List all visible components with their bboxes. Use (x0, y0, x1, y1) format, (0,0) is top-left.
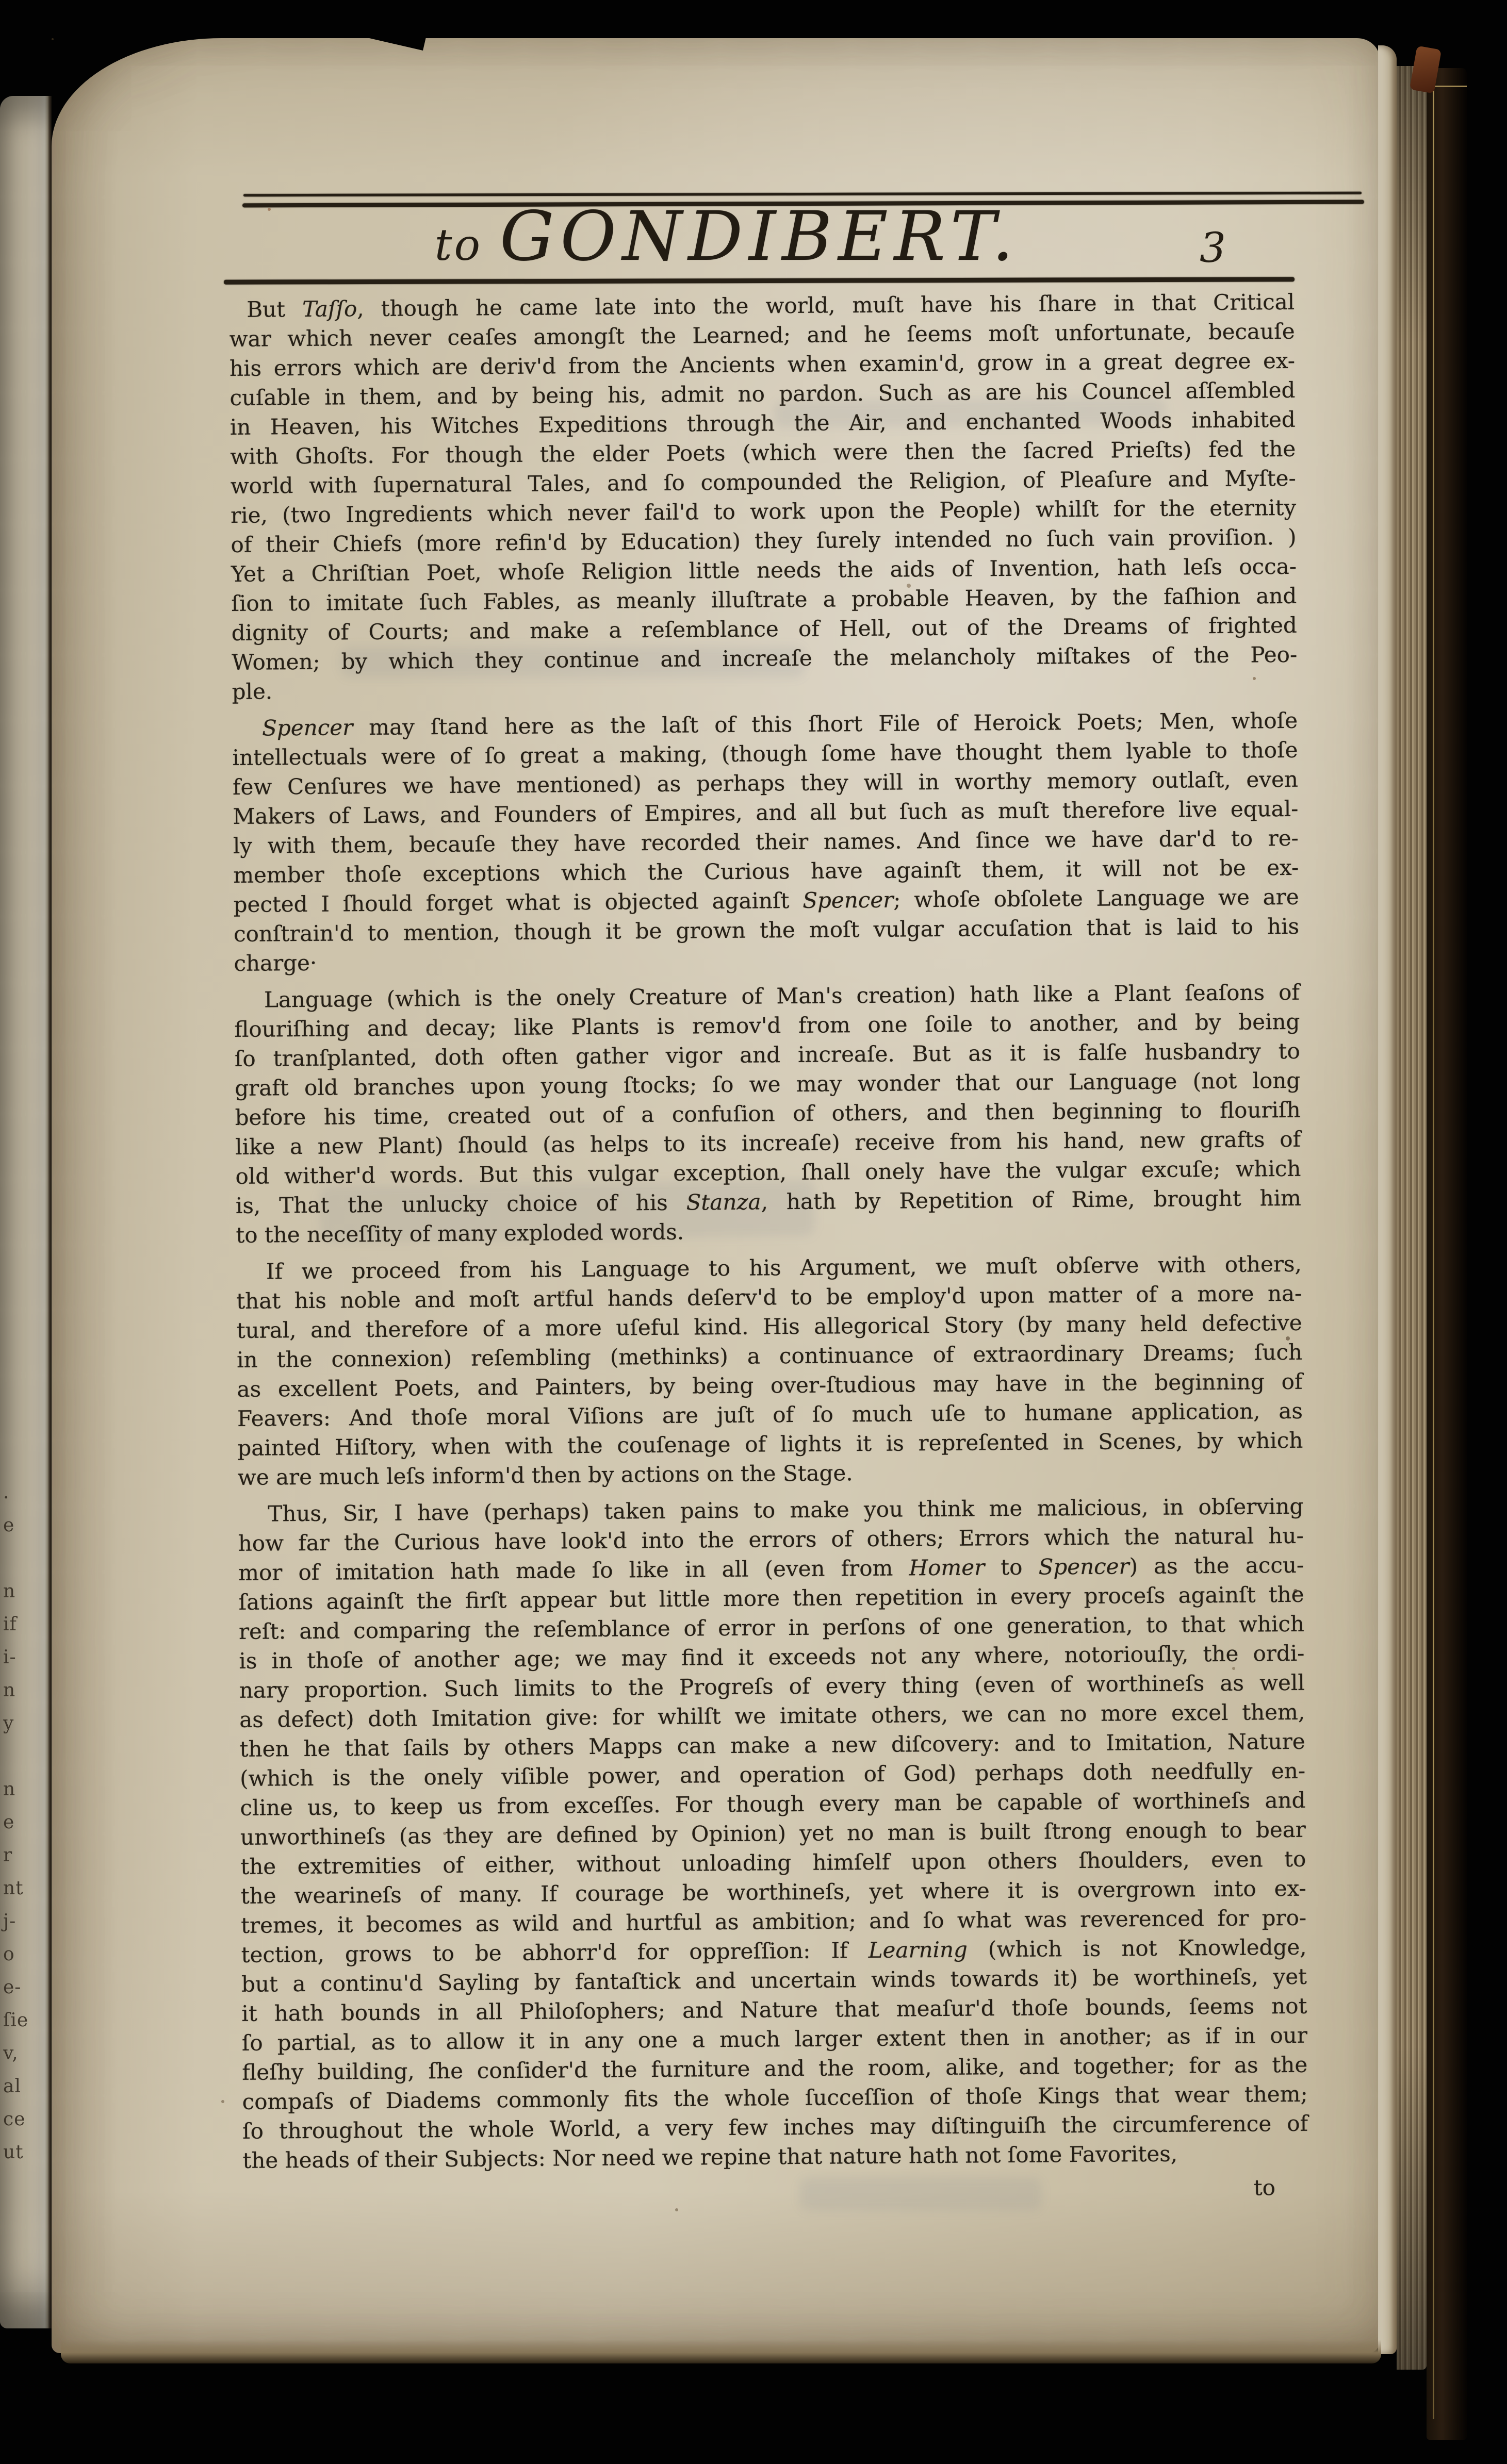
running-title-text: GONDIBERT. (500, 197, 1020, 276)
body-line: as excellent Poets, and Painters, by being over-ſtudious may have in the beginning of (237, 1368, 1303, 1402)
body-line: compaſs of Diadems commonly fits the whole ſucceſſion of thoſe Kings that wear them; (242, 2081, 1308, 2114)
body-line: his errors which are deriv'd from the Ancients when examin'd, grow in a great degree ex- (229, 348, 1296, 381)
body-line: Spencer may ſtand here as the laſt of this ſhort File of Heroick Poets; Men, whoſe (261, 707, 1298, 741)
paragraph (234, 978, 1302, 1250)
facing-page-fragment: o (3, 1944, 15, 1965)
body-line: like a new Plant) ſhould (as helps to its increaſe) receive from his hand, new grafts of (235, 1126, 1301, 1160)
body-line: tremes, it becomes as wild and hurtful as ambition; and ſo what was reverenced for pro- (241, 1905, 1307, 1938)
facing-page-fragment: y (3, 1713, 14, 1734)
facing-page-sliver (0, 96, 52, 2328)
facing-page-fragment: i- (3, 1647, 17, 1668)
body-line: mor of imitation hath made ſo like in all (even from Homer to Spencer) as the accu- (238, 1552, 1304, 1585)
body-line: in Heaven, his Witches Expeditions through the Air, and enchanted Woods inhabited (230, 406, 1296, 440)
facing-page-fragment: ce (3, 2109, 26, 2130)
facing-page-fragment: e (3, 1515, 15, 1536)
background-top-band (0, 0, 1507, 38)
body-line: to the neceſſity of many exploded words. (236, 1219, 684, 1248)
facing-page-fragment: ſie (3, 2010, 29, 2031)
facing-page-fragment: r (3, 1845, 13, 1866)
body-line: ſo throughout the whole World, a very few inches may diſtinguiſh the circumference of (242, 2110, 1308, 2144)
body-line: tection, grows to be abhorr'd for oppreſſion: If Learning (which is not Knowledge, (241, 1934, 1307, 1967)
paragraph (236, 1249, 1303, 1492)
body-line: dignity of Courts; and make a reſemblance of Hell, out of the Dreams of frighted (231, 612, 1297, 646)
body-line: Makers of Laws, and Founders of Empires, and all but ſuch as muſt therefore live equal- (233, 796, 1299, 829)
page-bottom-edge (61, 2340, 1381, 2363)
paragraph (238, 1492, 1308, 2175)
body-line: ſo partial, as to allow it in any one a much larger extent then in another; as if in our (241, 2022, 1307, 2056)
header-single-rule (224, 277, 1295, 284)
body-line: pected I ſhould forget what is objected againſt Spencer; whoſe obſolete Language we are (233, 884, 1299, 917)
body-line: of their Chiefs (more refin'd by Education) they ſurely intended no ſuch vain proviſion. ) (231, 524, 1297, 557)
body-line: how far the Curious have look'd into the errors of others; Errors which the natural hu- (238, 1523, 1304, 1556)
body-line: reſt: and comparing the reſemblance of error in perſons of one generation, to that which (238, 1611, 1305, 1644)
body-line: But Taſſo, though he came late into the world, muſt have his ſhare in that Critical (247, 289, 1295, 322)
leather-cover-edge (1427, 68, 1467, 2440)
body-line: the extremities of either, without unloading himſelf upon others ſhoulders, even to (240, 1846, 1306, 1879)
body-line: war which never ceaſes amongſt the Learned; and he ſeems moſt unfortunate, becauſe (229, 318, 1295, 352)
facing-page-fragment: nt (3, 1878, 24, 1899)
facing-page-fragment: if (3, 1614, 17, 1635)
body-line: is in thoſe of another age; we may find it exceeds not any where, notoriouſly, the ordi- (239, 1640, 1305, 1674)
body-line: rie, (two Ingredients which never fail'd to work upon the People) whilſt for the eternity (230, 494, 1297, 528)
body-line: ple. (232, 679, 273, 704)
facing-page-fragment: e- (3, 1977, 22, 1998)
running-title-pre: to (434, 220, 483, 270)
body-line: ſion to imitate ſuch Fables, as meanly illuſtrate a probable Heaven, by the faſhion and (231, 583, 1297, 616)
body-line: as defect) doth Imitation give: for whilſt we imitate others, we can no more excel them, (239, 1699, 1305, 1732)
body-line: Feavers: And thoſe moral Viſions are juſt of ſo much uſe to humane application, as (237, 1398, 1303, 1431)
body-line: but a continu'd Sayling by fantaſtick and uncertain winds towards it) be worthineſs, yet (241, 1963, 1307, 1997)
body-line: cline us, to keep us from exceſſes. For though every man be capable of worthineſs and (240, 1787, 1306, 1821)
body-line: member thoſe exceptions which the Curious have againſt them, it will not be ex- (233, 854, 1299, 888)
paragraph (232, 706, 1300, 978)
body-line: in the connexion) reſembling (methinks) a continuance of extraordinary Dreams; ſuch (236, 1339, 1303, 1372)
body-line: that his noble and moſt artful hands deſerv'd to be employ'd upon matter of a more na- (236, 1280, 1302, 1314)
paper-specks (52, 38, 54, 40)
body-line: ſo tranſplanted, doth often gather vigor and increaſe. But as it is falſe husbandry to (234, 1038, 1300, 1071)
body-line: old wither'd words. But this vulgar exception, ſhall onely have the vulgar excuſe; which (235, 1155, 1301, 1189)
body-line: cuſable in them, and by being his, admit no pardon. Such as are his Councel aſſembled (230, 377, 1296, 410)
body-line: the wearineſs of many. If courage be worthineſs, yet where it is overgrown into ex- (240, 1875, 1306, 1909)
body-line: fleſhy building, ſhe conſider'd the furniture and the room, alike, and together; for as the (242, 2052, 1308, 2085)
page-number: 3 (1200, 224, 1226, 272)
body-line: with Ghoſts. For though the elder Poets (which were then the ſacred Prieſts) fed the (230, 436, 1296, 469)
body-line: Yet a Chriſtian Poet, whoſe Religion little needs the aids of Invention, hath leſs occa- (231, 553, 1297, 587)
body-line: world with ſupernatural Tales, and ſo compounded the Religion, of Pleaſure and Myſte- (230, 465, 1296, 499)
body-line: we are much leſs inform'd then by actions on the Stage. (237, 1460, 853, 1490)
body-line: graft old branches upon young ſtocks; ſo we may wonder that our Language (not long (235, 1067, 1301, 1101)
paragraph (229, 287, 1298, 706)
body-line: intellectuals were of ſo great a making, (though ſome have thought them lyable to thoſe (232, 737, 1298, 770)
body-line: few Cenſures we have mentioned) as perhaps they will in worthy memory outlaſt, even (232, 766, 1299, 800)
facing-page-fragment: j- (3, 1911, 17, 1932)
body-line: unworthineſs (as they are defined by Opinion) yet no man is built ſtrong enough to bear (240, 1816, 1306, 1850)
body-line: flouriſhing and decay; like Plants is remov'd from one ſoile to another, and by being (234, 1008, 1300, 1042)
body-line: If we proceed from his Language to his Argument, we muſt obſerve with others, (266, 1251, 1302, 1284)
gilt-rule-vertical (1433, 89, 1434, 2419)
body-line: painted Hiſtory, when with the couſenage of lights it is repreſented in Scenes, by which (237, 1427, 1303, 1461)
paper-edge-strip (1378, 45, 1397, 2354)
facing-page-fragment: e (3, 1812, 15, 1833)
fore-edge-page-stack (1397, 66, 1427, 2370)
text-block (229, 287, 1308, 2208)
header-double-rule-top (243, 192, 1362, 197)
facing-page-fragment: n (3, 1680, 16, 1701)
body-line: charge· (234, 950, 317, 976)
body-line: then he that ſails by others Mapps can make a new diſcovery: and to Imitation, Nature (239, 1728, 1305, 1762)
body-line: before his time, created out of a confuſion of others, and then beginning to flouriſh (235, 1097, 1301, 1130)
body-line: Language (which is the onely Creature of Man's creation) hath like a Plant ſeaſons of (264, 979, 1300, 1013)
body-line: tural, and therefore of a more uſeful kind. His allegorical Story (by many held defective (236, 1310, 1302, 1343)
body-line: nary proportion. Such limits to the Progreſs of every thing (even of worthineſs as well (239, 1669, 1305, 1703)
body-line: ſations againſt the firſt appear but little more then repetition in every proceſs againſt the (238, 1581, 1304, 1615)
facing-page-fragment: . (3, 1482, 10, 1503)
catchword: to (1253, 2175, 1276, 2201)
body-line: is, That the unlucky choice of his Stanza, hath by Repetition of Rime, brought him (235, 1185, 1302, 1218)
body-line: (which is the onely viſible power, and operation of God) perhaps doth needfully en- (239, 1758, 1306, 1791)
body-line: Thus, Sir, I have (perhaps) taken pains to make you think me malicious, in obſerving (268, 1493, 1304, 1527)
body-line: it hath bounds in all Philoſophers; and Nature that meaſur'd thoſe bounds, ſeems not (241, 1993, 1307, 2026)
facing-page-fragment: ut (3, 2142, 24, 2163)
facing-page-fragment: n (3, 1581, 16, 1602)
book-page (52, 38, 1380, 2353)
facing-page-fragment: v, (3, 2043, 19, 2064)
body-line: Women; by which they continue and increaſe the melancholy miſtakes of the Peo- (232, 641, 1298, 675)
body-line: ly with them, becauſe they have recorded their names. And ſince we have dar'd to re- (233, 825, 1299, 858)
body-line: conſtrain'd to mention, though it be grown the moſt vulgar accuſation that is laid to his (233, 913, 1300, 947)
body-line: the heads of their Subjects: Nor need we repine that nature hath not ſome Favorites, (242, 2141, 1178, 2173)
facing-page-fragment: n (3, 1779, 16, 1800)
facing-page-fragment: al (3, 2076, 21, 2097)
running-title (211, 197, 1243, 276)
